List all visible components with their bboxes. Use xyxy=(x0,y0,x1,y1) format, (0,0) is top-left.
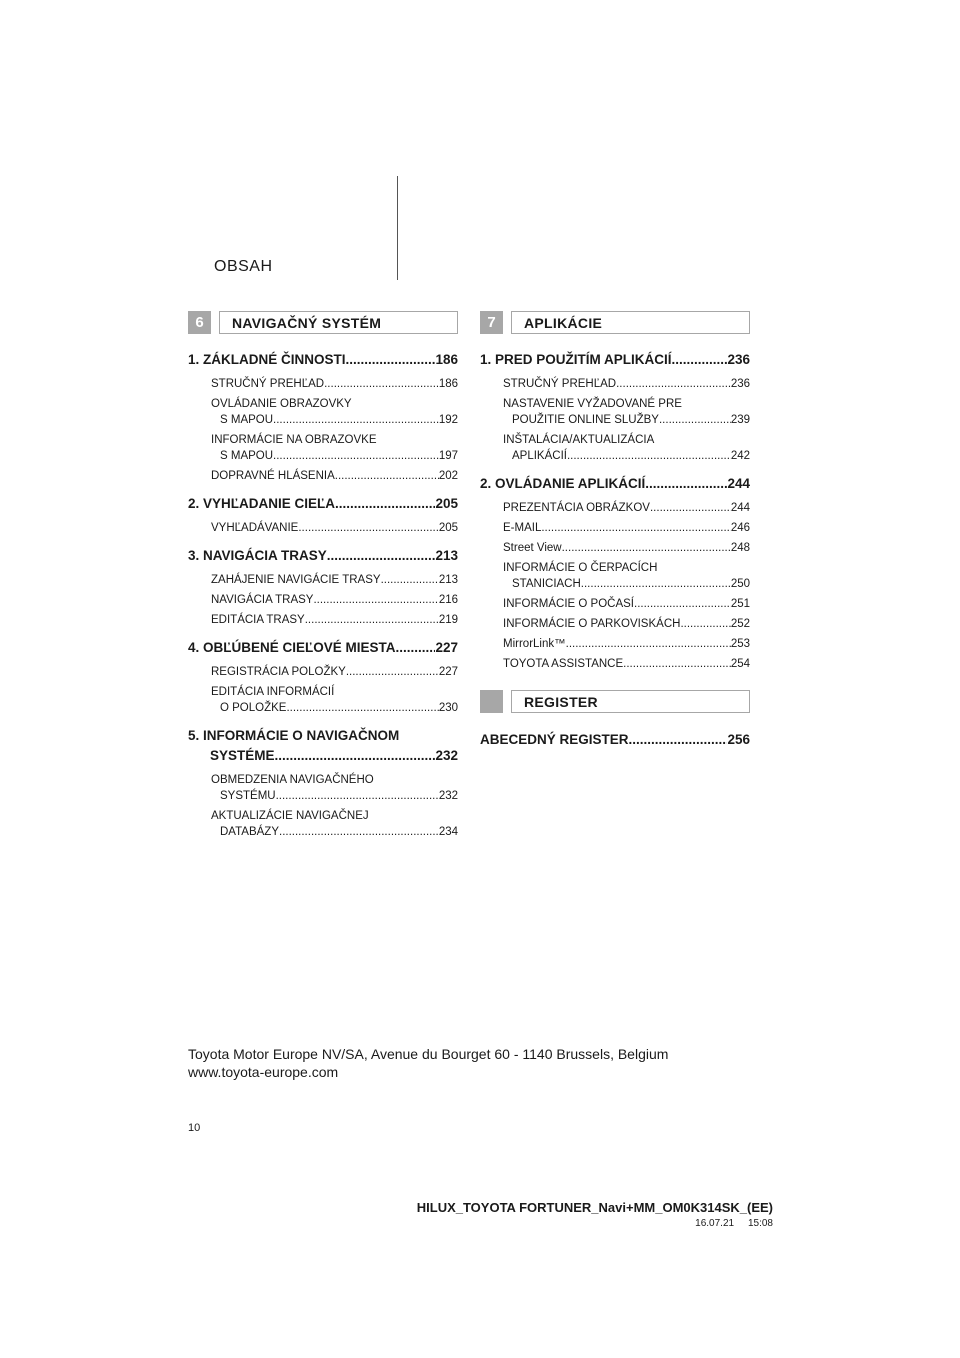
toc-item-link[interactable] xyxy=(480,542,750,558)
section-title: REGISTER xyxy=(511,690,750,713)
item-title: VYHĽADÁVANIE xyxy=(211,522,299,534)
toc-item-link[interactable] xyxy=(188,414,458,430)
item-page: 254 xyxy=(730,658,750,670)
toc-item-line xyxy=(188,810,458,826)
toc-right-column xyxy=(480,352,750,674)
address-line: Toyota Motor Europe NV/SA, Avenue du Bourget 60 - 1140 Brussels, Belgium xyxy=(188,1046,669,1062)
item-title: S MAPOU xyxy=(220,450,274,462)
leader-dots xyxy=(298,522,438,534)
model-code: HILUX_TOYOTA FORTUNER_Navi+MM_OM0K314SK_(EE) xyxy=(416,1200,773,1215)
leader-dots xyxy=(629,732,728,747)
print-timestamp: 16.07.21 15:08 xyxy=(695,1218,773,1229)
leader-dots xyxy=(672,352,728,367)
item-title: STRUČNÝ PREHĽAD xyxy=(503,378,617,390)
toc-item-link[interactable] xyxy=(188,378,458,394)
leader-dots xyxy=(381,574,439,586)
leader-dots xyxy=(581,578,731,590)
chapter-page: 236 xyxy=(727,352,750,367)
item-page: 205 xyxy=(438,522,458,534)
toc-item-link[interactable] xyxy=(188,574,458,590)
item-page: 253 xyxy=(730,638,750,650)
item-title: OBMEDZENIA NAVIGAČNÉHO xyxy=(211,774,374,786)
item-title: E-MAIL xyxy=(503,522,542,534)
item-page: 250 xyxy=(730,578,750,590)
item-title: INFORMÁCIE NA OBRAZOVKE xyxy=(211,434,377,446)
item-page: 236 xyxy=(730,378,750,390)
leader-dots xyxy=(346,666,439,678)
leader-dots xyxy=(273,414,439,426)
item-page: 248 xyxy=(730,542,750,554)
chapter-page: 205 xyxy=(435,496,458,511)
leader-dots xyxy=(276,790,439,802)
item-title: DATABÁZY xyxy=(220,826,279,838)
leader-dots xyxy=(305,614,439,626)
toc-item-link[interactable] xyxy=(188,522,458,538)
item-title: OVLÁDANIE OBRAZOVKY xyxy=(211,398,352,410)
leader-dots xyxy=(335,496,435,511)
toc-item-link[interactable] xyxy=(480,378,750,394)
item-title: STANICIACH xyxy=(512,578,581,590)
chapter-page: 227 xyxy=(435,640,458,655)
item-title: MirrorLink™ xyxy=(503,638,566,650)
leader-dots xyxy=(275,748,436,763)
toc-chapter-line xyxy=(188,728,458,746)
toc-chapter-link[interactable] xyxy=(188,640,458,658)
page-title: OBSAH xyxy=(214,258,273,275)
item-title: S MAPOU xyxy=(220,414,274,426)
leader-dots xyxy=(650,502,731,514)
toc-item-link[interactable] xyxy=(188,450,458,466)
item-title: REGISTRÁCIA POLOŽKY xyxy=(211,666,346,678)
item-page: 213 xyxy=(438,574,458,586)
item-page: 192 xyxy=(438,414,458,426)
leader-dots xyxy=(562,542,731,554)
register-entry-wrap xyxy=(480,732,750,750)
item-title: EDITÁCIA INFORMÁCIÍ xyxy=(211,686,335,698)
item-page: 216 xyxy=(438,594,458,606)
item-page: 197 xyxy=(438,450,458,462)
toc-item-link[interactable] xyxy=(188,594,458,610)
chapter-page: 213 xyxy=(435,548,458,563)
item-title: NASTAVENIE VYŽADOVANÉ PRE xyxy=(503,398,682,410)
item-title: STRUČNÝ PREHĽAD xyxy=(211,378,325,390)
register-title: ABECEDNÝ REGISTER xyxy=(480,732,629,747)
leader-dots xyxy=(273,450,439,462)
toc-item-link[interactable] xyxy=(480,522,750,538)
leader-dots xyxy=(616,378,731,390)
toc-item-link[interactable] xyxy=(188,666,458,682)
section-header-navigation xyxy=(188,311,458,334)
toc-chapter-link[interactable] xyxy=(188,352,458,370)
item-title: TOYOTA ASSISTANCE xyxy=(503,658,624,670)
chapter-page: 244 xyxy=(727,476,750,491)
item-title: DOPRAVNÉ HLÁSENIA xyxy=(211,470,335,482)
item-title: APLIKÁCIÍ xyxy=(512,450,567,462)
leader-dots xyxy=(659,414,731,426)
toc-chapter-link[interactable] xyxy=(188,496,458,514)
leader-dots xyxy=(327,548,436,563)
item-page: 251 xyxy=(730,598,750,610)
leader-dots xyxy=(396,640,436,655)
chapter-title: 4. OBĽÚBENÉ CIEĽOVÉ MIESTA xyxy=(188,640,396,655)
toc-left-column xyxy=(188,352,458,842)
leader-dots xyxy=(645,476,727,491)
leader-dots xyxy=(346,352,436,367)
leader-dots xyxy=(286,702,438,714)
item-title: INFORMÁCIE O PARKOVISKÁCH xyxy=(503,618,681,630)
header-divider xyxy=(397,176,398,280)
chapter-title: 2. OVLÁDANIE APLIKÁCIÍ xyxy=(480,476,646,491)
page-number: 10 xyxy=(188,1122,201,1134)
item-page: 252 xyxy=(730,618,750,630)
chapter-title: 1. PRED POUŽITÍM APLIKÁCIÍ xyxy=(480,352,672,367)
toc-chapter-link[interactable] xyxy=(480,476,750,494)
section-title: APLIKÁCIE xyxy=(511,311,750,334)
leader-dots xyxy=(324,378,439,390)
item-title: POUŽITIE ONLINE SLUŽBY xyxy=(512,414,659,426)
section-number-blank xyxy=(480,690,503,713)
toc-item-line xyxy=(480,562,750,578)
leader-dots xyxy=(566,638,731,650)
chapter-page: 232 xyxy=(435,748,458,763)
toc-item-line xyxy=(188,686,458,702)
toc-chapter-link[interactable] xyxy=(480,352,750,370)
toc-chapter-link[interactable] xyxy=(188,748,458,766)
chapter-title: 3. NAVIGÁCIA TRASY xyxy=(188,548,327,563)
toc-item-link[interactable] xyxy=(480,578,750,594)
toc-item-link[interactable] xyxy=(480,618,750,634)
item-title: PREZENTÁCIA OBRÁZKOV xyxy=(503,502,650,514)
toc-item-link[interactable] xyxy=(188,614,458,630)
item-page: 202 xyxy=(438,470,458,482)
item-page: 239 xyxy=(730,414,750,426)
item-page: 234 xyxy=(438,826,458,838)
section-number: 6 xyxy=(188,311,211,334)
toc-item-line xyxy=(188,434,458,450)
toc-item-link[interactable] xyxy=(188,826,458,842)
item-title: INFORMÁCIE O ČERPACÍCH xyxy=(503,562,658,574)
leader-dots xyxy=(634,598,731,610)
item-title: ZAHÁJENIE NAVIGÁCIE TRASY xyxy=(211,574,381,586)
chapter-page: 186 xyxy=(435,352,458,367)
item-page: 219 xyxy=(438,614,458,626)
item-title: INŠTALÁCIA/AKTUALIZÁCIA xyxy=(503,434,655,446)
toc-item-link[interactable] xyxy=(188,702,458,718)
toc-item-line xyxy=(188,774,458,790)
chapter-title: 5. INFORMÁCIE O NAVIGAČNOM xyxy=(188,728,400,743)
leader-dots xyxy=(623,658,731,670)
register-page: 256 xyxy=(727,732,750,747)
toc-item-link[interactable] xyxy=(480,598,750,614)
toc-chapter-link[interactable] xyxy=(188,548,458,566)
leader-dots xyxy=(567,450,731,462)
toc-item-link[interactable] xyxy=(480,414,750,430)
leader-dots xyxy=(541,522,730,534)
item-page: 230 xyxy=(438,702,458,714)
item-page: 246 xyxy=(730,522,750,534)
toc-item-link[interactable] xyxy=(480,450,750,466)
section-number: 7 xyxy=(480,311,503,334)
item-title: AKTUALIZÁCIE NAVIGAČNEJ xyxy=(211,810,369,822)
toc-item-link[interactable] xyxy=(480,658,750,674)
item-page: 227 xyxy=(438,666,458,678)
chapter-title: 1. ZÁKLADNÉ ČINNOSTI xyxy=(188,352,346,367)
toc-item-link[interactable] xyxy=(188,790,458,806)
leader-dots xyxy=(279,826,439,838)
toc-item-line xyxy=(480,434,750,450)
toc-item-link[interactable] xyxy=(188,470,458,486)
item-title: INFORMÁCIE O POČASÍ xyxy=(503,598,634,610)
item-page: 242 xyxy=(730,450,750,462)
section-title: NAVIGAČNÝ SYSTÉM xyxy=(219,311,458,334)
publisher-address xyxy=(188,1045,668,1081)
leader-dots xyxy=(680,618,730,630)
toc-item-line xyxy=(188,398,458,414)
toc-item-link[interactable] xyxy=(480,502,750,518)
item-title: O POLOŽKE xyxy=(220,702,287,714)
chapter-title: SYSTÉME xyxy=(210,748,275,763)
website-url: www.toyota-europe.com xyxy=(188,1064,339,1080)
item-title: Street View xyxy=(503,542,562,554)
toc-item-link[interactable] xyxy=(480,638,750,654)
section-header-register xyxy=(480,690,750,713)
item-title: SYSTÉMU xyxy=(220,790,276,802)
item-title: NAVIGÁCIA TRASY xyxy=(211,594,314,606)
item-page: 244 xyxy=(730,502,750,514)
section-header-applications xyxy=(480,311,750,334)
toc-item-line xyxy=(480,398,750,414)
item-page: 186 xyxy=(438,378,458,390)
item-page: 232 xyxy=(438,790,458,802)
chapter-title: 2. VYHĽADANIE CIEĽA xyxy=(188,496,336,511)
leader-dots xyxy=(313,594,438,606)
leader-dots xyxy=(335,470,439,482)
toc-register-link[interactable] xyxy=(480,732,750,750)
item-title: EDITÁCIA TRASY xyxy=(211,614,305,626)
